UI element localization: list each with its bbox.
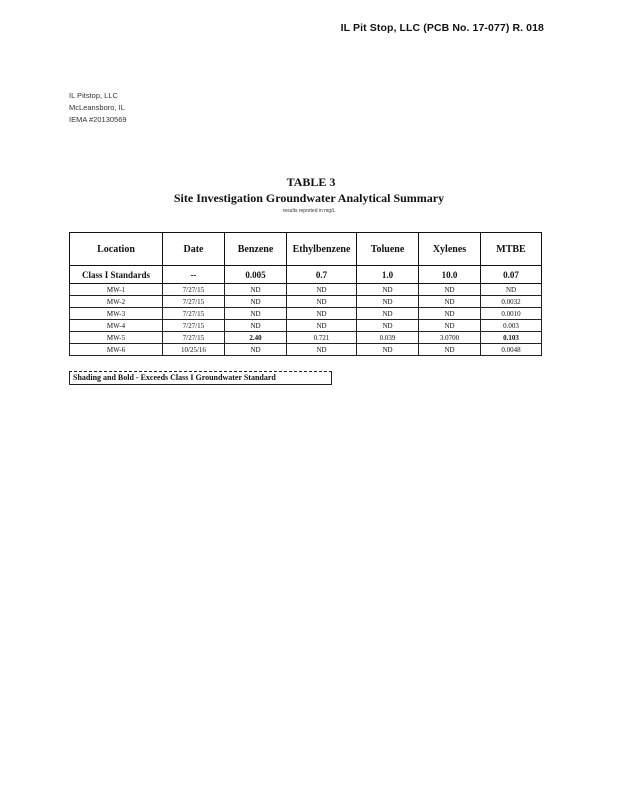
exceedance-cell: 2.40	[225, 332, 287, 344]
site-name: IL Pitstop, LLC	[69, 91, 118, 100]
table-cell: --	[163, 266, 225, 284]
table-cell: 0.0032	[481, 296, 542, 308]
table-row	[70, 320, 542, 332]
table-header-row	[70, 233, 542, 266]
table-cell: MW-5	[70, 332, 163, 344]
table-heading	[0, 174, 618, 216]
table-cell: 7/27/15	[163, 296, 225, 308]
table-row	[70, 296, 542, 308]
table-cell: MW-4	[70, 320, 163, 332]
table-cell: MW-3	[70, 308, 163, 320]
table-cell: 0.003	[481, 320, 542, 332]
table-row	[70, 284, 542, 296]
table-cell: ND	[225, 320, 287, 332]
table-cell: ND	[225, 296, 287, 308]
table-cell: ND	[357, 284, 419, 296]
table-cell: ND	[225, 308, 287, 320]
table-subtitle: results reported in mg/L	[282, 208, 336, 214]
table-cell: 7/27/15	[163, 332, 225, 344]
column-header-benzene: Benzene	[225, 233, 287, 266]
table-cell: ND	[287, 320, 357, 332]
table-number: TABLE 3	[286, 175, 336, 189]
table-cell: 7/27/15	[163, 320, 225, 332]
table-cell: ND	[419, 344, 481, 356]
table-cell: 0.039	[357, 332, 419, 344]
table-cell: 10.0	[419, 266, 481, 284]
analytical-summary-table	[69, 232, 542, 356]
table-cell: 0.07	[481, 266, 542, 284]
column-header-ethylbenzene: Ethylbenzene	[287, 233, 357, 266]
table-cell: ND	[357, 344, 419, 356]
site-location: McLeansboro, IL	[69, 103, 125, 112]
column-header-date: Date	[163, 233, 225, 266]
table-cell: ND	[419, 308, 481, 320]
table-cell: ND	[357, 296, 419, 308]
table-cell: Class I Standards	[70, 266, 163, 284]
table-legend: Shading and Bold - Exceeds Class I Groundwater Standard	[69, 371, 332, 385]
table-cell: ND	[287, 344, 357, 356]
table-title: Site Investigation Groundwater Analytical Summary	[173, 191, 445, 205]
table-cell: ND	[357, 320, 419, 332]
table-cell: 7/27/15	[163, 308, 225, 320]
table-cell: 0.005	[225, 266, 287, 284]
table-cell: MW-6	[70, 344, 163, 356]
column-header-xylenes: Xylenes	[419, 233, 481, 266]
site-iema-number: IEMA #20130569	[69, 115, 127, 124]
table-cell: 0.0010	[481, 308, 542, 320]
table-cell: 3.0700	[419, 332, 481, 344]
site-info-block	[69, 90, 127, 126]
table-cell: 1.0	[357, 266, 419, 284]
column-header-toluene: Toluene	[357, 233, 419, 266]
document-reference: IL Pit Stop, LLC (PCB No. 17-077) R. 018	[340, 22, 544, 34]
table-cell: ND	[419, 320, 481, 332]
table-cell: ND	[287, 284, 357, 296]
table-cell: 7/27/15	[163, 284, 225, 296]
table-cell: 0.7	[287, 266, 357, 284]
table-row	[70, 344, 542, 356]
table-cell: 10/25/16	[163, 344, 225, 356]
table-cell: ND	[225, 344, 287, 356]
table-row	[70, 308, 542, 320]
table-cell: ND	[357, 308, 419, 320]
column-header-mtbe: MTBE	[481, 233, 542, 266]
table-row	[70, 332, 542, 344]
table-cell: MW-2	[70, 296, 163, 308]
table-cell: ND	[225, 284, 287, 296]
table-cell: MW-1	[70, 284, 163, 296]
table-cell: ND	[287, 308, 357, 320]
table-cell: ND	[419, 296, 481, 308]
table-cell: 0.0048	[481, 344, 542, 356]
exceedance-cell: 0.103	[481, 332, 542, 344]
table-cell: ND	[287, 296, 357, 308]
table-cell: ND	[419, 284, 481, 296]
standards-row	[70, 266, 542, 284]
table-cell: 0.721	[287, 332, 357, 344]
column-header-location: Location	[70, 233, 163, 266]
table-cell: ND	[481, 284, 542, 296]
